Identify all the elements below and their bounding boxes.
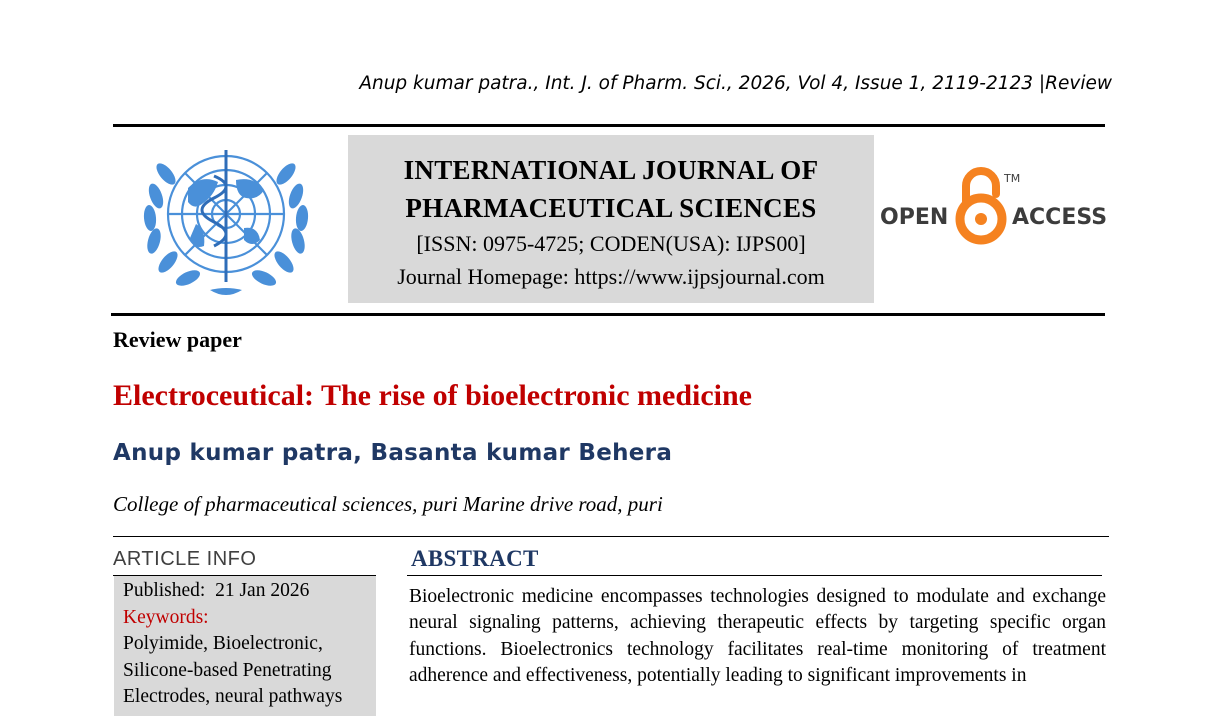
keywords-line: Electrodes, neural pathways [123, 686, 343, 707]
running-head: Anup kumar patra., Int. J. of Pharm. Sci., 2026, Vol 4, Issue 1, 2119-2123 |Review [359, 73, 1112, 94]
journal-name-line-2: PHARMACEUTICAL SCIENCES [405, 193, 817, 223]
header-bottom-rule [111, 313, 1105, 316]
header-top-rule [113, 124, 1105, 127]
who-emblem-logo [126, 136, 326, 308]
abstract-text: Bioelectronic medicine encompasses technologies designed to modulate and exchange neural signaling patterns, achieving therapeutic effects by targeting specific organ functions. Bioelectronics technology facilitates real-time monitoring of treatment adherence and effectiveness, potentially leading to significant improvements in [409, 586, 1106, 686]
paper-authors: Anup kumar patra, Basanta kumar Behera [113, 440, 673, 466]
padlock-keyhole-icon [975, 213, 987, 225]
article-info-content [123, 578, 373, 711]
journal-issn: [ISSN: 0975-4725; CODEN(USA): IJPS00] [416, 231, 806, 256]
trademark-symbol: TM [1004, 172, 1021, 185]
published-label: Published: [123, 580, 206, 601]
journal-name-line-1: INTERNATIONAL JOURNAL OF [403, 155, 819, 185]
section-divider [113, 536, 1109, 537]
open-access-word-access: ACCESS [1012, 205, 1108, 230]
abstract-heading: ABSTRACT [411, 546, 539, 571]
published-date: 21 Jan 2026 [215, 580, 310, 601]
abstract-rule [407, 575, 1102, 576]
journal-homepage: Journal Homepage: https://www.ijpsjournal.com [397, 264, 825, 289]
open-access-logo [878, 166, 1108, 252]
journal-masthead [348, 135, 874, 303]
open-access-word-open: OPEN [880, 205, 949, 230]
published-row [123, 578, 373, 605]
article-info-heading: ARTICLE INFO [113, 548, 257, 570]
paper-type: Review paper [113, 327, 242, 352]
keywords-line: Polyimide, Bioelectronic, [123, 633, 323, 654]
keywords-label: Keywords: [123, 606, 209, 628]
author-affiliation: College of pharmaceutical sciences, puri Marine drive road, puri [113, 492, 663, 516]
journal-name [348, 151, 874, 227]
keywords-line: Silicone-based Penetrating [123, 659, 332, 681]
paper-title: Electroceutical: The rise of bioelectronic medicine [113, 379, 752, 412]
article-info-rule [113, 575, 376, 576]
